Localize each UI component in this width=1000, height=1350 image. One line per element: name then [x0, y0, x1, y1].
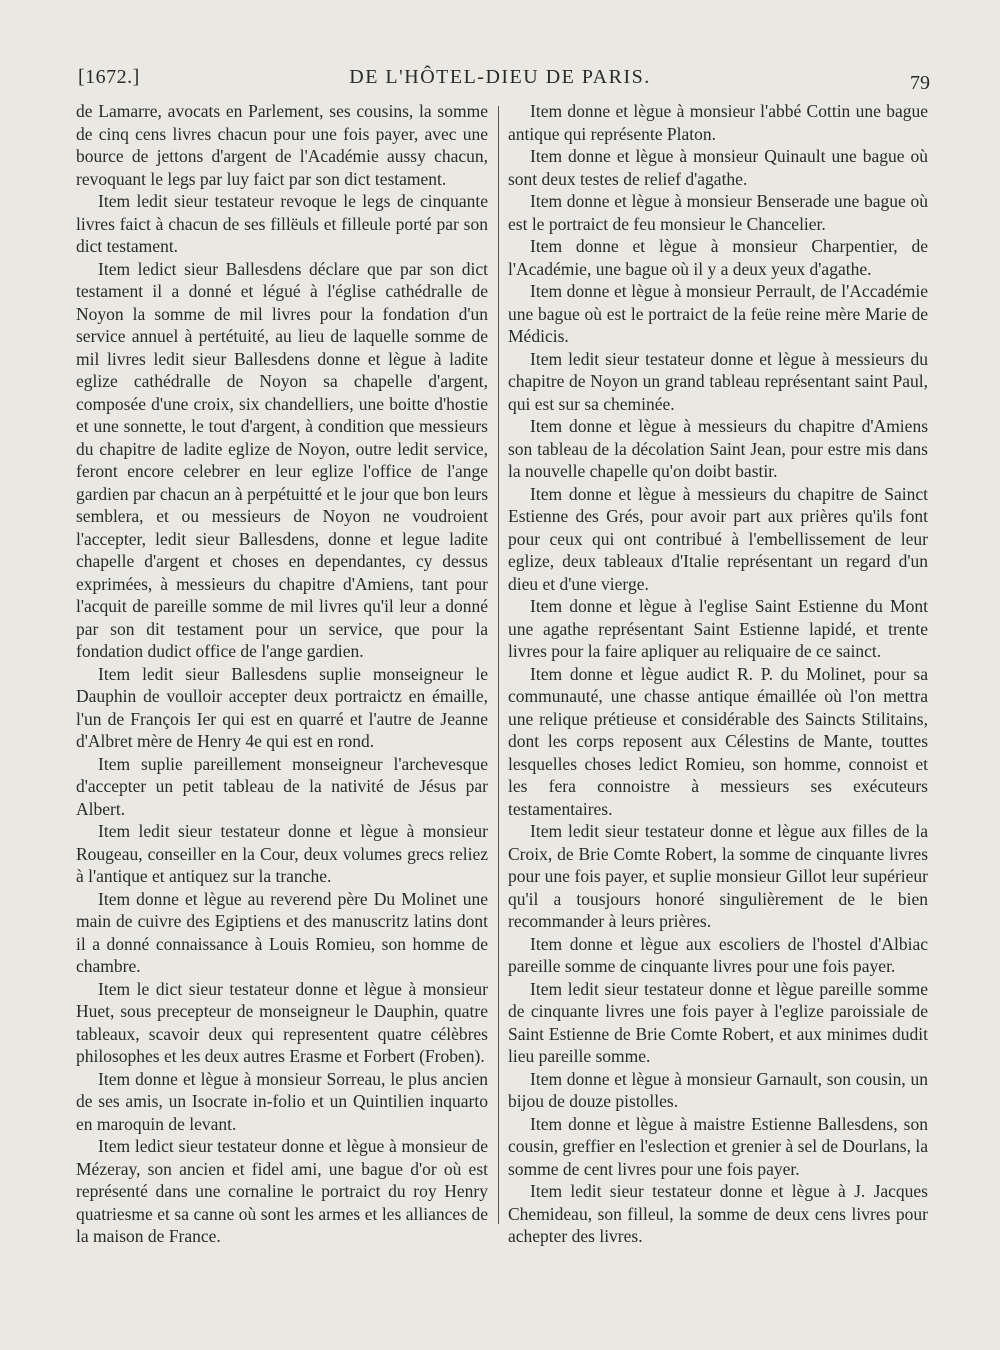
header-year: [1672.] [78, 66, 140, 88]
right-column [508, 100, 928, 1248]
paragraph: Item donne et lègue aux escoliers de l'hostel d'Albiac pareille somme de cinquante livres pour une fois payer. [508, 933, 928, 976]
header-title: DE L'HÔTEL-DIEU DE PARIS. [349, 66, 651, 88]
page-number: 79 [910, 72, 930, 94]
paragraph: Item ledit sieur testateur revoque le legs de cinquante livres faict à chacun de ses fillëuls et filleule porté par son dict testament. [76, 191, 488, 256]
paragraph: Item donne et lègue à monsieur Quinault une bague où sont deux testes de relief d'agathe. [508, 146, 928, 189]
paragraph: Item donne et lègue à monsieur Perrault, de l'Accadémie une bague où est le portraict de la feüe reine mère Marie de Médicis. [508, 281, 928, 346]
paragraph: Item suplie pareillement monseigneur l'archevesque d'accepter un petit tableau de la nativité de Jésus par Albert. [76, 753, 488, 819]
paragraph: Item ledit sieur testateur donne et lègue à monsieur Rougeau, conseiller en la Cour, deux volumes grecs reliez à l'antique et antiquez sur la tranche. [76, 821, 488, 886]
running-header [0, 62, 1000, 98]
paragraph: Item donne et lègue à maistre Estienne Ballesdens, son cousin, greffier en l'eslection et grenier à sel de Dourlans, la somme de cent livres pour une fois payer. [508, 1113, 928, 1179]
paragraph: Item le dict sieur testateur donne et lègue à monsieur Huet, sous precepteur de monseigneur le Dauphin, quatre tableaux, scavoir deux qui representent quatre célèbres philosophes et les deux autres Erasme et Forbert (Froben). [76, 978, 488, 1066]
paragraph: Item ledict sieur Ballesdens déclare que par son dict testament il a donné et légué à l'église cathédralle de Noyon la somme de mil livres pour la fondation d'un service annuel à pertétuité, au lieu de laquelle somme de mil livres ledit sieur Ballesdens donne et lègue à ladite eglize cathédralle de Noyon sa chapelle d'argent, composée d'une croix, six chandelliers, une boitte d'hostie et une sonnette, le tout d'argent, à condition que messieurs du chapitre de ladite eglize de Noyon, outre ledit service, feront encore celebrer en leur eglize l'office de l'ange gardien par chacun an à perpétuitté et le jour que bon leurs semblera, et ou messieurs de Noyon ne voudroient l'accepter, ledit sieur Ballesdens, donne et legue ladite chapelle d'argent et choses en dependantes, cy dessus exprimées, à messieurs du chapitre d'Amiens, tant pour l'acquit de pareille somme de mil livres qu'il leur a donné par son dit testament pour un service, que pour la fondation dudict office de l'ange gardien. [76, 258, 488, 661]
paragraph: Item donne et lègue à monsieur Charpentier, de l'Académie, une bague où il y a deux yeux d'agathe. [508, 236, 928, 279]
paragraph: Item donne et lègue à messieurs du chapitre d'Amiens son tableau de la décolation Saint Jean, pour estre mis dans la nouvelle chapelle qu'on doibt bastir. [508, 416, 928, 481]
paragraph: Item donne et lègue à monsieur Benserade une bague où est le portraict de feu monsieur le Chancelier. [508, 191, 928, 234]
paragraph: Item donne et lègue à monsieur Garnault, son cousin, un bijou de douze pistolles. [508, 1068, 928, 1111]
paragraph: Item donne et lègue à l'eglise Saint Estienne du Mont une agathe représentant Saint Estienne lapidé, et trente livres pour la faire apliquer au reliquaire de ce sainct. [508, 596, 928, 661]
paragraph: Item ledit sieur Ballesdens suplie monseigneur le Dauphin de voulloir accepter deux portraictz en émaille, l'un de François Ier qui est en quarré et l'autre de Jeanne d'Albret mère de Henry 4e qui est en rond. [76, 663, 488, 751]
paragraph: Item donne et lègue au reverend père Du Molinet une main de cuivre des Egiptiens et des manuscritz latins dont il a donné connaissance à Louis Romieu, son homme de chambre. [76, 888, 488, 976]
paragraph: de Lamarre, avocats en Parlement, ses cousins, la somme de cinq cens livres chacun pour une fois payer, avec une bource de jettons d'argent de l'Académie aussy chacun, revoquant le legs par luy faict par son dict testament. [76, 101, 488, 189]
left-column [76, 100, 488, 1248]
column-divider [498, 106, 499, 1224]
paragraph: Item ledit sieur testateur donne et lègue pareille somme de cinquante livres une fois payer à l'eglize paroissiale de Saint Estienne de Brie Comte Robert, et aux minimes dudit lieu pareille somme. [508, 978, 928, 1066]
paragraph: Item ledit sieur testateur donne et lègue à J. Jacques Chemideau, son filleul, la somme de deux cens livres pour achepter des livres. [508, 1181, 928, 1246]
paragraph: Item ledit sieur testateur donne et lègue à messieurs du chapitre de Noyon un grand tableau représentant saint Paul, qui est sur sa cheminée. [508, 348, 928, 414]
paragraph: Item ledict sieur testateur donne et lègue à monsieur de Mézeray, son ancien et fidel ami, une bague d'or où est représenté dans une cornaline le portraict du roy Henry quatriesme et sa canne où sont les armes et les alliances de la maison de France. [76, 1136, 488, 1246]
paragraph: Item donne et lègue à monsieur Sorreau, le plus ancien de ses amis, un Isocrate in-folio et un Quintilien inquarto en maroquin de levant. [76, 1068, 488, 1134]
paragraph: Item donne et lègue à monsieur l'abbé Cottin une bague antique qui représente Platon. [508, 101, 928, 144]
paragraph: Item donne et lègue audict R. P. du Molinet, pour sa communauté, une chasse antique émaillée où l'on mettra une relique prétieuse et considérable des Saincts Stilitains, dont les corps reposent aux Célestins de Mante, touttes lesquelles choses ledict Romieu, son homme, connoist et les fera connoistre à messieurs ses exécuteurs testamentaires. [508, 663, 928, 819]
paragraph: Item ledit sieur testateur donne et lègue aux filles de la Croix, de Brie Comte Robert, la somme de cinquante livres pour une fois payer, et suplie monsieur Gillot leur supérieur qu'il a tousjours honoré singulièrement de le bien recommander à leurs prières. [508, 821, 928, 931]
paragraph: Item donne et lègue à messieurs du chapitre de Sainct Estienne des Grés, pour avoir part aux prières qu'ils font pour ceux qui ont contribué à l'embellissement de leur eglize, deux tableaux d'Italie représentant un regard d'un dieu et d'une vierge. [508, 483, 928, 594]
